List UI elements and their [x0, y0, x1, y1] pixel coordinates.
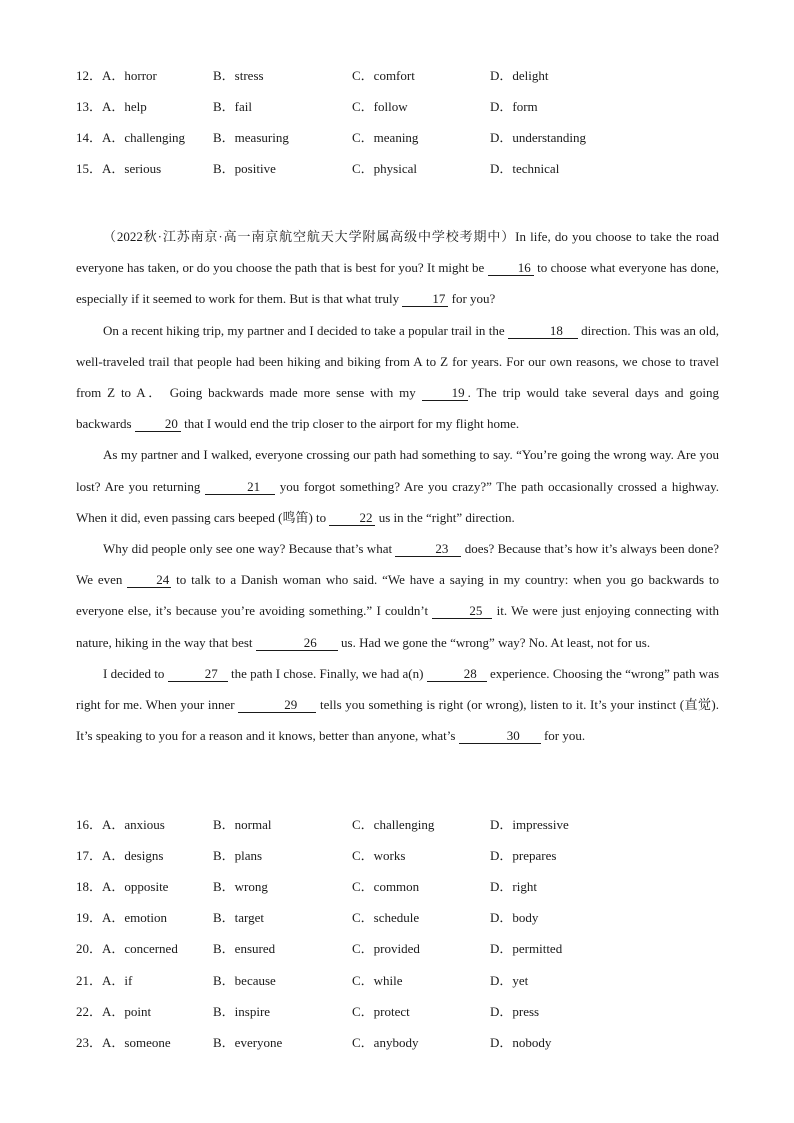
- option-c: C．anybody: [352, 1035, 419, 1050]
- option-a: 18．A．opposite: [76, 879, 169, 894]
- option-d: D．impressive: [490, 817, 569, 832]
- cloze-passage: [76, 221, 719, 751]
- blank-25: 25: [432, 603, 492, 619]
- option-b: B．stress: [213, 68, 264, 83]
- option-c: C．common: [352, 879, 420, 894]
- blank-29: 29: [238, 697, 316, 713]
- option-b: B．positive: [213, 161, 276, 176]
- passage-paragraph-3: As my partner and I walked, everyone crossing our path had something to say. “You’re going the wrong way. Are you lost? Are you returning 21 you forgot something? Are you crazy?” The path occasionally crossed a highway. When it did, even passing cars beeped (鸣笛) to 22 us in the “right” direction.: [76, 447, 719, 525]
- option-b: B．plans: [213, 848, 263, 863]
- blank-28: 28: [427, 666, 487, 682]
- option-a: 15．A．serious: [76, 161, 162, 176]
- option-b: B．measuring: [213, 130, 289, 145]
- passage-paragraph-1: （2022秋·江苏南京·高一南京航空航天大学附属高级中学校考期中）In life, do you choose to take the road everyone has taken, or do you choose the path that is best for you? It might be 16 to choose what everyone has done, especially if it seemed to work for them. But is that what truly 17 for you?: [76, 229, 719, 307]
- option-d: D．form: [490, 99, 538, 114]
- blank-24: 24: [127, 572, 171, 588]
- option-b: B．ensured: [213, 941, 276, 956]
- blank-20: 20: [135, 416, 181, 432]
- passage-source: （2022秋·江苏南京·高一南京航空航天大学附属高级中学校考期中）: [103, 229, 516, 244]
- option-d: D．permitted: [490, 941, 563, 956]
- blank-17: 17: [402, 291, 448, 307]
- option-a: 22．A．point: [76, 1004, 152, 1019]
- option-a: 23．A．someone: [76, 1035, 171, 1050]
- option-a: 20．A．concerned: [76, 941, 178, 956]
- passage-paragraph-5: I decided to 27 the path I chose. Finally, we had a(n) 28 experience. Choosing the “wrong” path was right for me. When your inner 29 tells you something is right (or wrong), listen to it. It’s your instinct (直觉). It’s speaking to you for a reason and it knows, better than anyone, what’s 30 for you.: [76, 665, 720, 744]
- blank-18: 18: [508, 323, 578, 339]
- option-d: D．yet: [490, 973, 529, 988]
- option-a: 12．A．horror: [76, 68, 157, 83]
- blank-27: 27: [168, 666, 228, 682]
- option-c: C．meaning: [352, 130, 419, 145]
- option-a: 17．A．designs: [76, 848, 164, 863]
- option-d: D．prepares: [490, 848, 557, 863]
- option-a: 14．A．challenging: [76, 130, 186, 145]
- option-a: 21．A．if: [76, 973, 133, 988]
- passage-paragraph-4: Why did people only see one way? Because that’s what 23 does? Because that’s how it’s always been done? We even 24 to talk to a Danish woman who said. “We have a saying in my country: when you go backwards to everyone else, it’s because you’re avoiding something.” I couldn’t 25 it. We were just enjoying connecting with nature, hiking in the way that best 26 us. Had we gone the “wrong” way? No. At least, not for us.: [76, 541, 719, 650]
- blank-23: 23: [395, 541, 461, 557]
- blank-19: 19: [422, 385, 468, 401]
- blank-21: 21: [205, 479, 275, 495]
- blank-22: 22: [329, 510, 375, 526]
- blank-16: 16: [488, 260, 534, 276]
- option-b: B．target: [213, 910, 265, 925]
- option-c: C．provided: [352, 941, 420, 956]
- option-c: C．follow: [352, 99, 408, 114]
- option-a: 16．A．anxious: [76, 817, 165, 832]
- blank-30: 30: [459, 728, 541, 744]
- option-b: B．wrong: [213, 879, 268, 894]
- option-b: B．everyone: [213, 1035, 283, 1050]
- option-b: B．fail: [213, 99, 252, 114]
- passage-paragraph-2: On a recent hiking trip, my partner and I decided to take a popular trail in the 18 direction. This was an old, well-traveled trail that people had been hiking and biking from A to Z for years. For our own reasons, we chose to travel from Z to A． Going backwards made more sense with my 19 . The trip would take several days and going backwards 20 that I would end the trip closer to the airport for my flight home.: [76, 322, 720, 432]
- option-d: D．delight: [490, 68, 549, 83]
- option-d: D．nobody: [490, 1035, 552, 1050]
- option-a: 19．A．emotion: [76, 910, 168, 925]
- option-c: C．comfort: [352, 68, 415, 83]
- option-c: C．physical: [352, 161, 417, 176]
- option-c: C．challenging: [352, 817, 435, 832]
- option-c: C．while: [352, 973, 403, 988]
- option-d: D．technical: [490, 161, 560, 176]
- blank-26: 26: [256, 635, 338, 651]
- option-d: D．right: [490, 879, 537, 894]
- option-c: C．works: [352, 848, 406, 863]
- option-d: D．understanding: [490, 130, 587, 145]
- option-b: B．inspire: [213, 1004, 271, 1019]
- option-b: B．because: [213, 973, 276, 988]
- option-c: C．protect: [352, 1004, 410, 1019]
- option-a: 13．A．help: [76, 99, 147, 114]
- option-c: C．schedule: [352, 910, 420, 925]
- option-d: D．body: [490, 910, 539, 925]
- option-b: B．normal: [213, 817, 272, 832]
- option-d: D．press: [490, 1004, 540, 1019]
